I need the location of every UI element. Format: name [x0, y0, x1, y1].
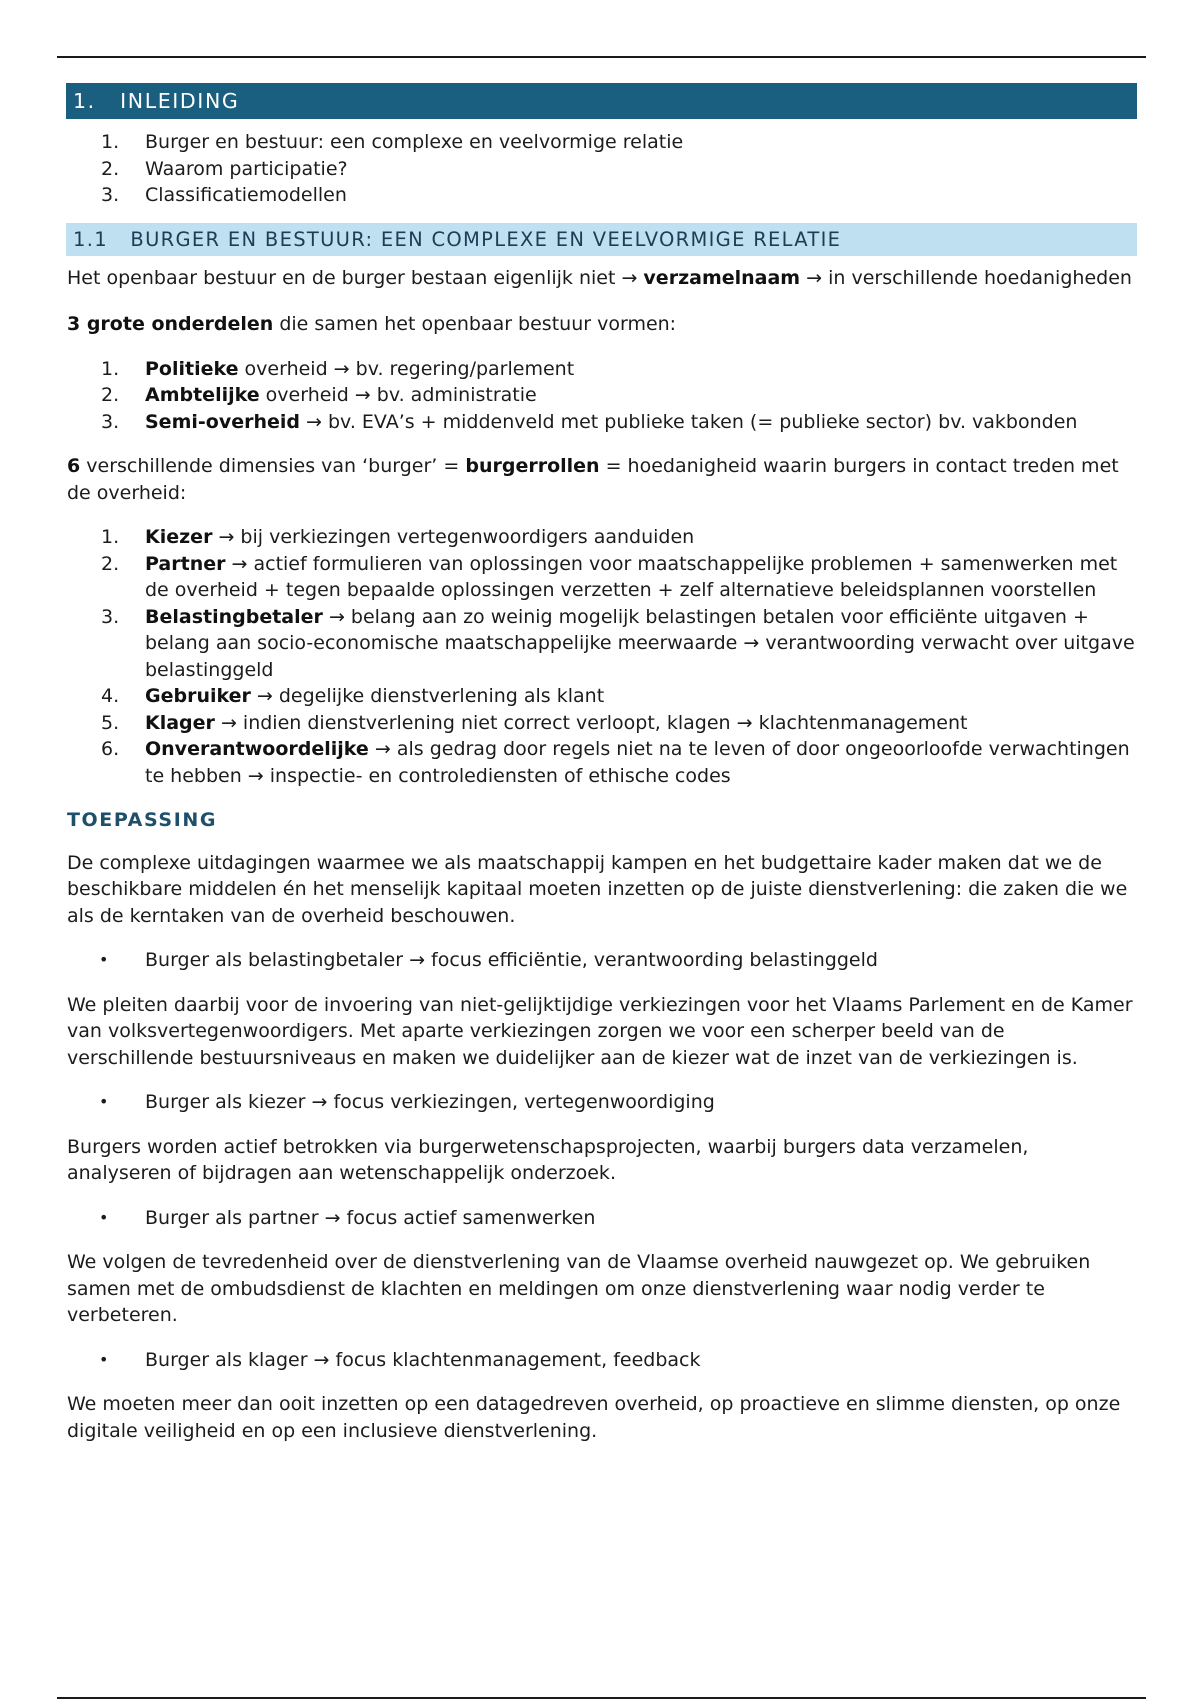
- list-item: 1. Kiezer → bij verkiezingen vertegenwoordigers aanduiden: [101, 526, 695, 548]
- subsection-title: BURGER EN BESTUUR: EEN COMPLEXE EN VEELVORMIGE RELATIE: [130, 227, 842, 251]
- bullet-list: [67, 1089, 1136, 1116]
- list-item: 1. Burger en bestuur: een complexe en veelvormige relatie: [101, 131, 684, 153]
- bullet-item: • Burger als partner → focus actief samenwerken: [99, 1206, 596, 1229]
- list-item: 1. Politieke overheid → bv. regering/parlement: [101, 357, 575, 380]
- paragraph: We volgen de tevredenheid over de dienstverlening van de Vlaamse overheid nauwgezet op. We gebruiken samen met de ombudsdienst de klachten en meldingen om onze dienstverlening waar nodig verder te verbeteren.: [67, 1251, 1091, 1326]
- subsection-number: 1.1: [73, 227, 108, 251]
- bullet-item: • Burger als belastingbetaler → focus efficiëntie, verantwoording belastinggeld: [99, 949, 878, 971]
- paragraph: Burgers worden actief betrokken via burgerwetenschapsprojecten, waarbij burgers data verzamelen, analyseren of bijdragen aan wetenschappelijk onderzoek.: [67, 1135, 1029, 1184]
- list-item: 2. Partner → actief formulieren van oplossingen voor maatschappelijke problemen + samenwerken met de overheid + tegen bepaalde oplossingen verzetten + zelf alternatieve beleidsplannen voorstellen: [101, 552, 1118, 601]
- list-item: 5. Klager → indien dienstverlening niet correct verloopt, klagen → klachtenmanagement: [101, 711, 968, 734]
- paragraph: 3 grote onderdelen die samen het openbaar bestuur vormen:: [67, 313, 677, 335]
- section-title: INLEIDING: [120, 89, 240, 113]
- subsection-heading: [66, 223, 1137, 256]
- section-heading-1: [66, 83, 1137, 119]
- bullet-item: • Burger als klager → focus klachtenmanagement, feedback: [99, 1348, 701, 1371]
- header-rule: [57, 56, 1146, 58]
- footer-rule: [57, 1697, 1146, 1699]
- intro-list: [67, 129, 1136, 209]
- list-item: 6. Onverantwoordelijke → als gedrag door regels niet na te leven of door ongeoorloofde verwachtingen te hebben → inspectie- en controlediensten of ethische codes: [101, 738, 1130, 787]
- paragraph: We moeten meer dan ooit inzetten op een datagedreven overheid, op proactieve en slimme diensten, op onze digitale veiligheid en op een inclusieve dienstverlening.: [67, 1393, 1121, 1442]
- bullet-item: • Burger als kiezer → focus verkiezingen, vertegenwoordiging: [99, 1091, 715, 1113]
- roles-list: [67, 524, 1136, 789]
- heading-toepassing: TOEPASSING: [67, 809, 218, 831]
- bullet-list: [67, 947, 1136, 974]
- paragraph: Het openbaar bestuur en de burger bestaan eigenlijk niet → verzamelnaam → in verschillende hoedanigheden: [67, 266, 1132, 289]
- section-number: 1.: [73, 89, 96, 113]
- bullet-list: [67, 1347, 1136, 1374]
- list-item: 3. Semi-overheid → bv. EVA’s + middenveld met publieke taken (= publieke sector) bv. vakbonden: [101, 410, 1078, 433]
- paragraph: We pleiten daarbij voor de invoering van niet-gelijktijdige verkiezingen voor het Vlaams Parlement en de Kamer van volksvertegenwoordigers. Met aparte verkiezingen zorgen we voor een scherper beeld van de verschillende bestuursniveaus en maken we duidelijker aan de kiezer wat de inzet van de verkiezingen is.: [67, 993, 1133, 1069]
- list-item: 3. Classificatiemodellen: [101, 184, 347, 206]
- parts-list: [67, 356, 1136, 436]
- paragraph: De complexe uitdagingen waarmee we als maatschappij kampen en het budgettaire kader maken dat we de beschikbare middelen én het menselijk kapitaal moeten inzetten op de juiste dienstverlening: die zaken die we als de kerntaken van de overheid beschouwen.: [67, 851, 1128, 927]
- list-item: 2. Waarom participatie?: [101, 157, 348, 180]
- list-item: 3. Belastingbetaler → belang aan zo weinig mogelijk belastingen betalen voor efficiënte uitgaven + belang aan socio-economische maatschappelijke meerwaarde → verantwoording verwacht over uitgave belastinggeld: [101, 605, 1135, 681]
- paragraph: 6 verschillende dimensies van ‘burger’ = burgerrollen = hoedanigheid waarin burgers in contact treden met de overheid:: [67, 455, 1119, 504]
- bullet-list: [67, 1205, 1136, 1232]
- list-item: 2. Ambtelijke overheid → bv. administratie: [101, 384, 537, 406]
- document-content: [67, 83, 1136, 1444]
- list-item: 4. Gebruiker → degelijke dienstverlening als klant: [101, 685, 605, 707]
